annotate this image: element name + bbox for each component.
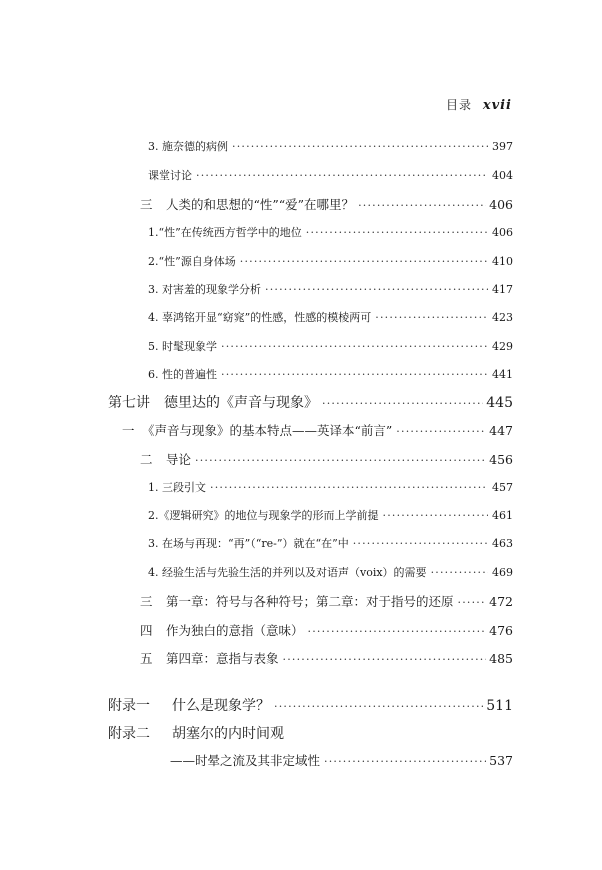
toc-entry-title: ——时晕之流及其非定域性 <box>170 753 321 768</box>
toc-entry-title: 课堂讨论 <box>148 169 192 182</box>
leader-dots <box>308 625 487 638</box>
toc-entry-title: 导论 <box>166 452 192 467</box>
toc-entry-page: 429 <box>492 340 513 353</box>
toc-entry-page: 511 <box>486 698 513 714</box>
toc-entry-label <box>140 649 279 667</box>
toc-entry-page: 461 <box>492 509 513 522</box>
toc-appendix-number: 附录二 <box>108 726 150 742</box>
running-header <box>446 96 512 113</box>
toc-entry-label <box>140 450 191 468</box>
toc-entry[interactable] <box>170 751 513 769</box>
toc-entry-page: 417 <box>492 283 513 296</box>
leader-dots <box>431 566 488 579</box>
toc-entry-title: 第四章：意指与表象 <box>166 651 279 666</box>
leader-dots <box>240 255 488 268</box>
header-page-number: xvii <box>482 98 512 113</box>
toc-entry[interactable] <box>122 421 513 439</box>
toc-entry-page: 441 <box>492 368 513 381</box>
toc-entry[interactable] <box>140 592 513 610</box>
toc-entry-title: 2.《逻辑研究》的地位与现象学的形而上学前提 <box>148 509 379 522</box>
toc-entry-label <box>108 723 284 743</box>
toc-entry-page: 423 <box>492 311 513 324</box>
toc-entry[interactable] <box>148 281 513 297</box>
leader-dots <box>375 311 488 324</box>
toc-entry[interactable] <box>148 564 513 580</box>
toc-entry-page: 537 <box>489 753 513 768</box>
leader-dots <box>324 755 486 768</box>
leader-dots <box>383 509 489 522</box>
header-title: 目录 <box>445 98 472 112</box>
leader-dots <box>283 653 487 666</box>
toc-entry-page: 404 <box>492 169 513 182</box>
toc-entry-title: 德里达的《声音与现象》 <box>164 395 318 411</box>
toc-entry[interactable] <box>140 450 513 468</box>
toc-chapter-entry[interactable] <box>108 392 513 412</box>
toc-entry-page: 406 <box>489 197 513 212</box>
toc-entry[interactable] <box>148 338 513 354</box>
leader-dots <box>358 199 486 212</box>
toc-entry-title: 4. 辜鸿铭开显“窈窕”的性感，性感的模棱两可 <box>148 311 372 324</box>
toc-entry[interactable] <box>148 253 513 269</box>
toc-entry-label <box>140 195 354 213</box>
toc-entry-title: 3. 对害羞的现象学分析 <box>148 283 261 296</box>
toc-entry[interactable] <box>140 621 513 639</box>
toc-entry-title: 《声音与现象》的基本特点——英译本“前言” <box>142 423 393 438</box>
toc-entry[interactable] <box>140 649 513 667</box>
toc-entry-page: 476 <box>489 623 513 638</box>
toc-entry-label <box>108 392 318 412</box>
toc-entry[interactable] <box>148 535 513 551</box>
leader-dots <box>232 140 488 153</box>
toc-entry-title: 3. 在场与再现：“再”（“re-”）就在“在”中 <box>148 537 349 550</box>
leader-dots <box>196 169 488 182</box>
leader-dots <box>265 283 488 296</box>
toc-entry-page: 397 <box>492 140 513 153</box>
toc-entry-page: 485 <box>489 651 513 666</box>
toc-entry-page: 463 <box>492 537 513 550</box>
toc-entry-page: 472 <box>489 594 513 609</box>
toc-section-number: 三 <box>140 594 153 609</box>
toc-entry[interactable] <box>140 195 513 213</box>
leader-dots <box>274 700 483 713</box>
toc-entry-label <box>122 421 392 439</box>
toc-entry-page: 456 <box>489 452 513 467</box>
toc-entry[interactable] <box>148 167 513 183</box>
toc-entry-title: 5. 时髦现象学 <box>148 340 217 353</box>
toc-section-number: 五 <box>140 651 153 666</box>
leader-dots <box>221 340 488 353</box>
toc-appendix-number: 附录一 <box>108 698 150 714</box>
toc-entry-page: 469 <box>492 566 513 579</box>
toc-entry-title: 1.“性”在传统西方哲学中的地位 <box>148 226 302 239</box>
toc-section-number: 四 <box>140 623 153 638</box>
toc-appendix-entry[interactable] <box>108 695 513 715</box>
toc-entry-label <box>140 621 304 639</box>
leader-dots <box>306 226 488 239</box>
toc-entry-title: 1. 三段引文 <box>148 481 206 494</box>
toc-entry-page: 447 <box>489 423 513 438</box>
leader-dots <box>195 454 486 467</box>
leader-dots <box>396 425 486 438</box>
toc-entry[interactable] <box>148 138 513 154</box>
toc-entry-title: 人类的和思想的“性”“爱”在哪里？ <box>166 197 355 212</box>
leader-dots <box>210 481 488 494</box>
toc-entry-title: 胡塞尔的内时间观 <box>172 726 284 742</box>
toc-entry[interactable] <box>148 507 513 523</box>
toc-entry[interactable] <box>148 366 513 382</box>
toc-section-number: 一 <box>122 423 135 438</box>
leader-dots <box>353 537 488 550</box>
toc-entry-title: 6. 性的普遍性 <box>148 368 217 381</box>
toc-section-number: 三 <box>140 197 153 212</box>
toc-entry-page: 410 <box>492 255 513 268</box>
toc-entry-page: 457 <box>492 481 513 494</box>
toc-entry-title: 2.“性”源自身体场 <box>148 255 236 268</box>
toc-section-number: 二 <box>140 452 153 467</box>
leader-dots <box>221 368 488 381</box>
toc-entry-page: 406 <box>492 226 513 239</box>
leader-dots <box>458 596 487 609</box>
toc-entry-title: 3. 施奈德的病例 <box>148 140 228 153</box>
toc-entry[interactable] <box>148 479 513 495</box>
toc-chapter-number: 第七讲 <box>108 395 150 411</box>
toc-entry-title: 什么是现象学？ <box>172 698 270 714</box>
toc-entry[interactable] <box>148 224 513 240</box>
leader-dots <box>322 397 483 410</box>
toc-entry-label <box>140 592 454 610</box>
toc-entry-page: 445 <box>486 395 513 411</box>
toc-entry-title: 作为独白的意指（意味） <box>166 623 304 638</box>
toc-entry-title: 4. 经验生活与先验生活的并列以及对语声（voix）的需要 <box>148 566 427 579</box>
toc-appendix-entry[interactable] <box>108 723 513 743</box>
toc-entry-title: 第一章：符号与各种符号；第二章：对于指号的还原 <box>166 594 454 609</box>
toc-entry[interactable] <box>148 309 513 325</box>
toc-entry-label <box>108 695 270 715</box>
